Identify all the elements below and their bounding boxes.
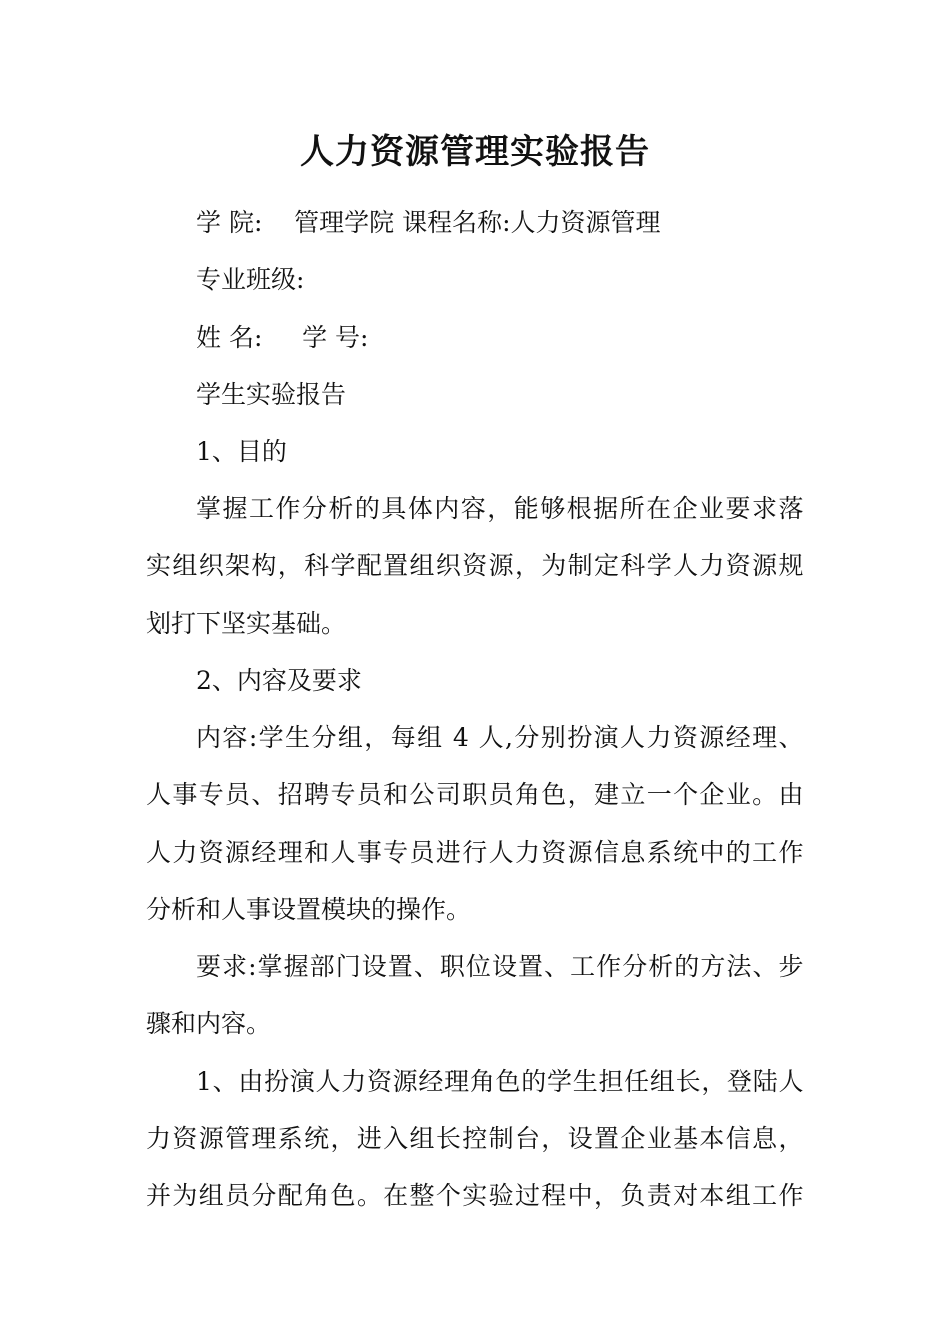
document-title: 人力资源管理实验报告 — [300, 132, 650, 172]
paragraph-line: 内容:学生分组，每组 4 人,分别扮演人力资源经理、 — [196, 723, 804, 752]
college-course-line: 学 院: 管理学院 课程名称:人力资源管理 — [196, 208, 661, 237]
paragraph-line: 人事专员、招聘专员和公司职员角色，建立一个企业。由 — [146, 780, 804, 809]
paragraph-line: 划打下坚实基础。 — [146, 609, 347, 638]
paragraph-line: 骤和内容。 — [146, 1009, 272, 1038]
section-2-heading: 2、内容及要求 — [196, 666, 362, 695]
paragraph-line: 实组织架构，科学配置组织资源，为制定科学人力资源规 — [146, 551, 804, 580]
paragraph-line: 要求:掌握部门设置、职位设置、工作分析的方法、步 — [196, 952, 804, 981]
paragraph-line: 1、由扮演人力资源经理角色的学生担任组长，登陆人 — [196, 1067, 804, 1096]
paragraph-line: 力资源管理系统，进入组长控制台，设置企业基本信息， — [146, 1124, 804, 1153]
paragraph-line: 人力资源经理和人事专员进行人力资源信息系统中的工作 — [146, 838, 804, 867]
paragraph-line: 分析和人事设置模块的操作。 — [146, 895, 472, 924]
report-heading: 学生实验报告 — [196, 380, 347, 409]
name-id-line: 姓 名: 学 号: — [196, 323, 369, 352]
paragraph-line: 掌握工作分析的具体内容，能够根据所在企业要求落 — [196, 494, 804, 523]
paragraph-line: 并为组员分配角色。在整个实验过程中，负责对本组工作 — [146, 1181, 804, 1210]
class-line: 专业班级: — [196, 265, 305, 294]
section-1-heading: 1、目的 — [196, 437, 287, 466]
